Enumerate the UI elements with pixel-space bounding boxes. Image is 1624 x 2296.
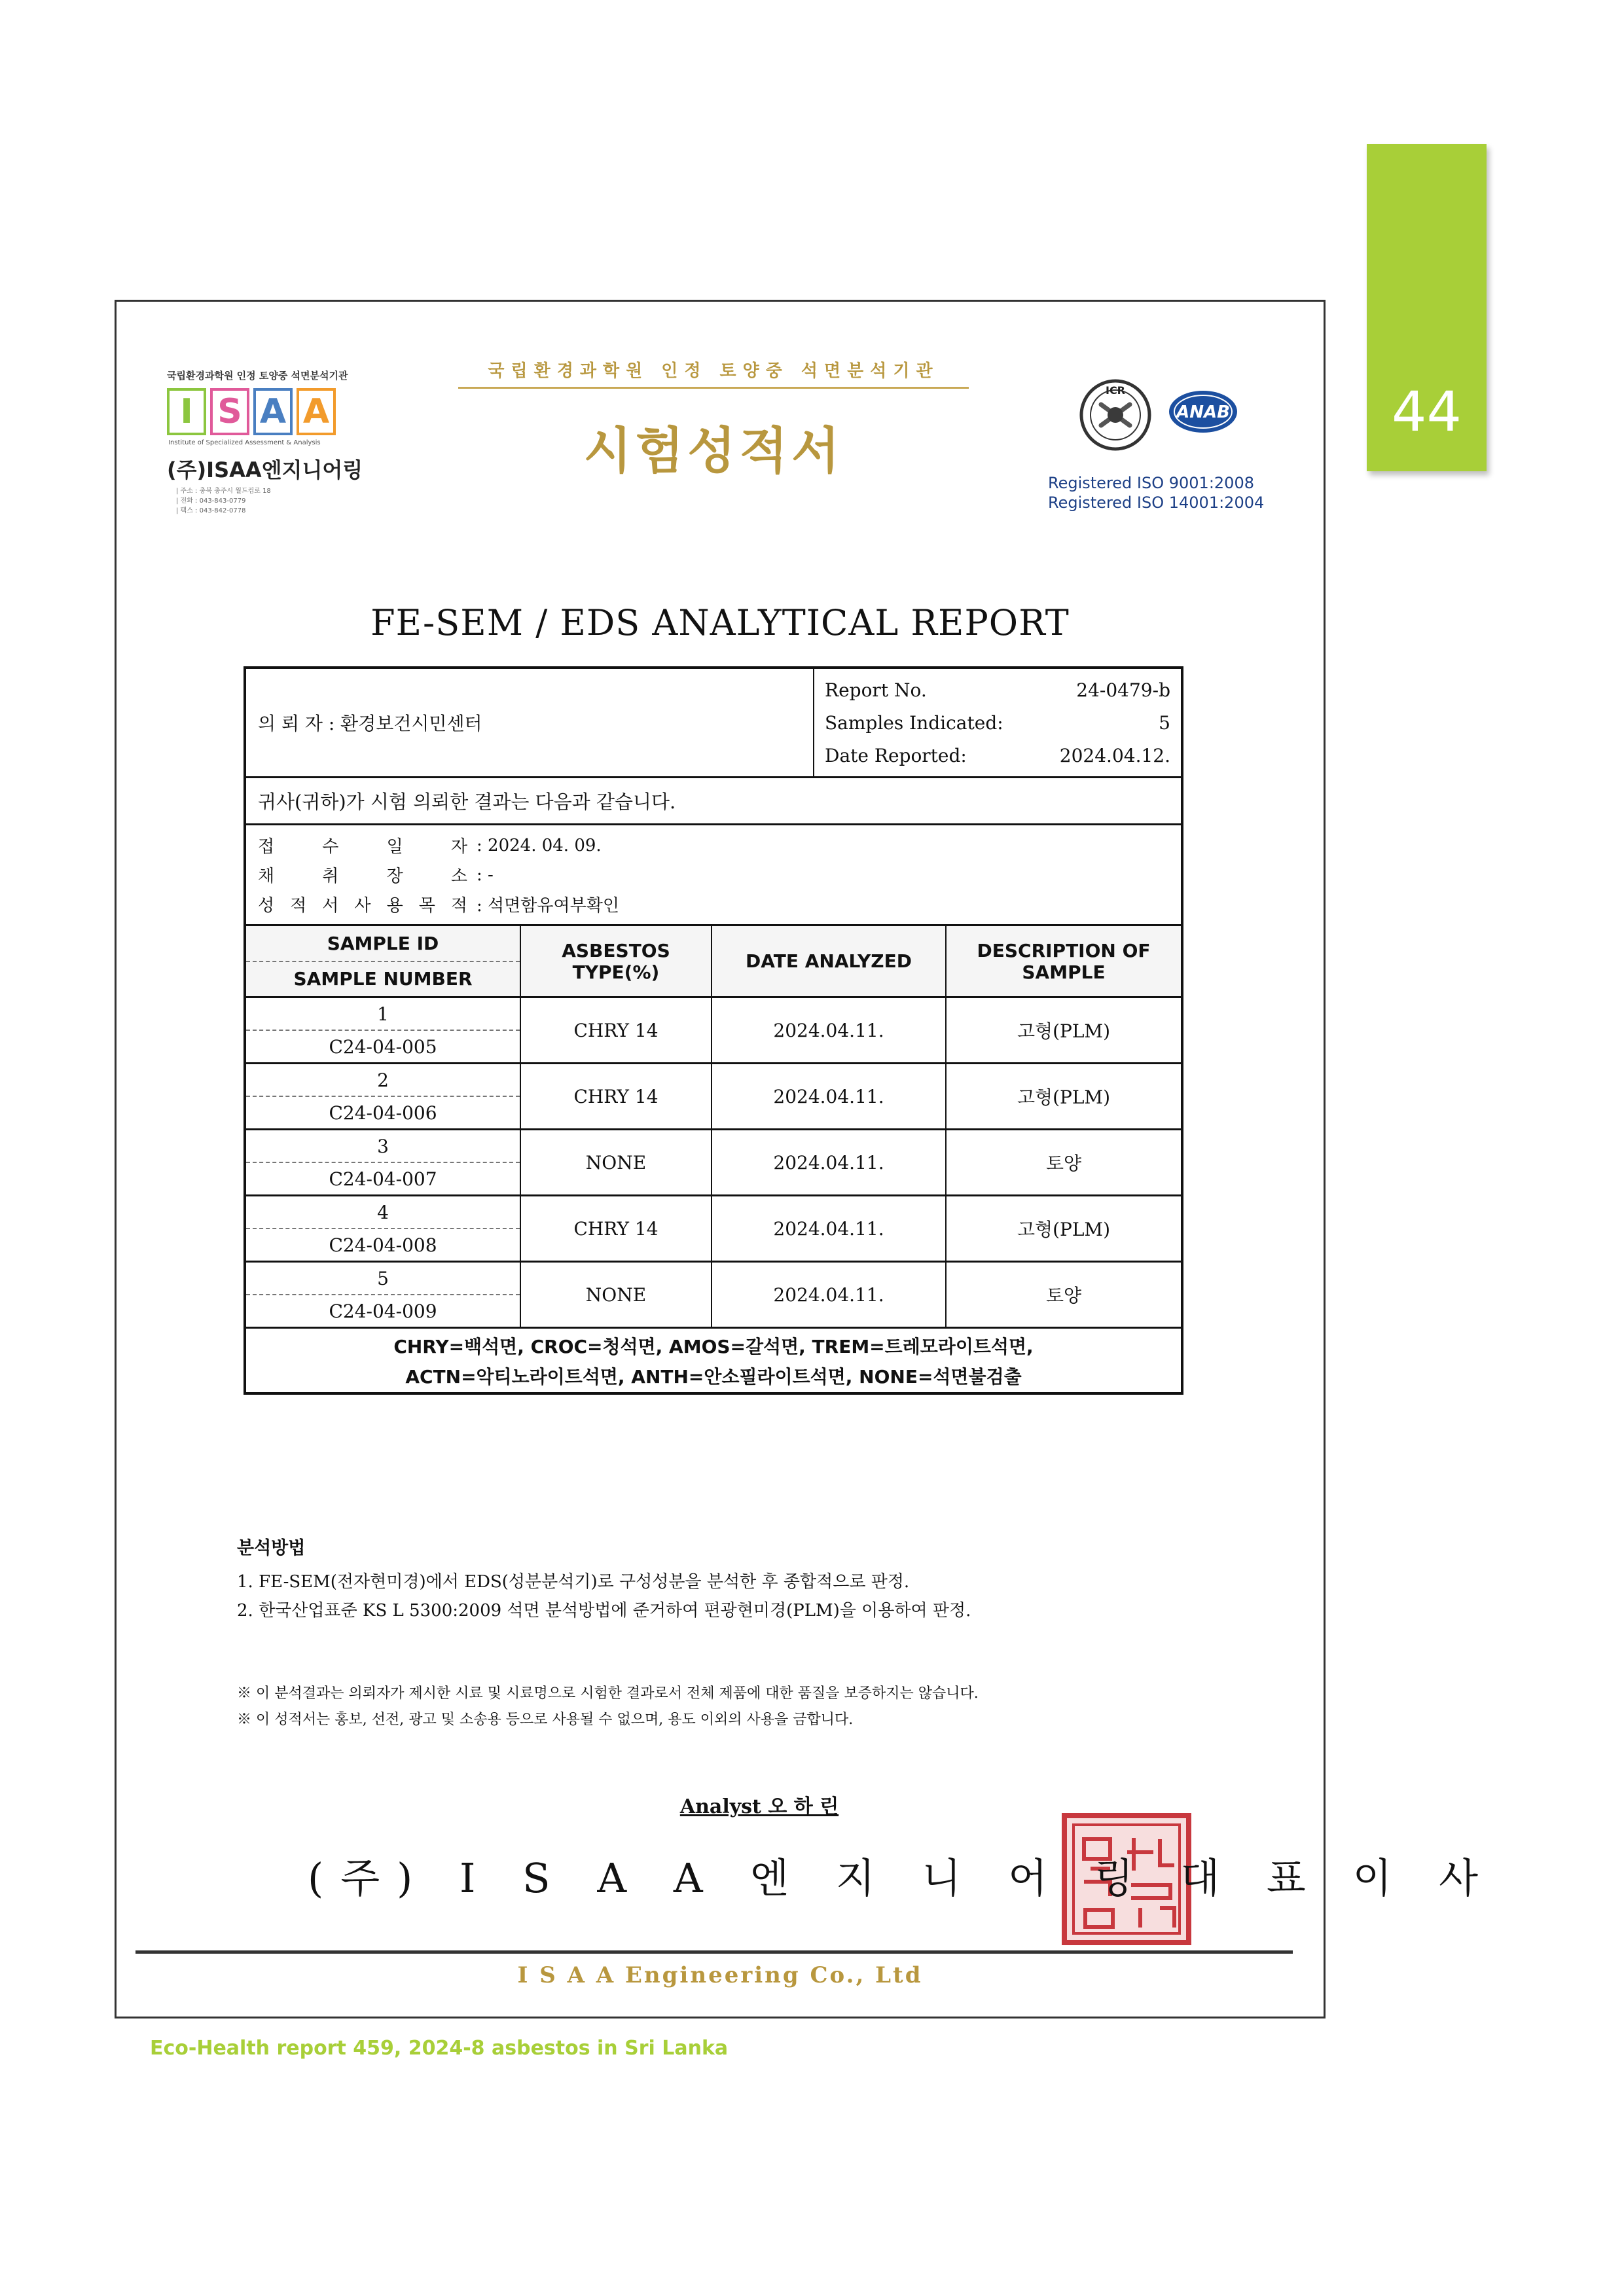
methods-title: 분석방법	[237, 1538, 306, 1558]
header-sample-id	[246, 926, 520, 996]
header-date-analyzed: DATE ANALYZED	[711, 926, 945, 996]
sample-id: 5	[246, 1263, 520, 1295]
report-title-korean: 시험성적서	[583, 422, 844, 480]
receipt-info	[246, 823, 1181, 924]
logo-subtitle: Institute of Specialized Assessment & Analysis	[168, 439, 321, 446]
sample-id: 3	[246, 1130, 520, 1163]
report-table	[244, 666, 1183, 1395]
info-value: : 석면함유여부확인	[477, 896, 619, 916]
logo-phone-line: | 전화 : 043-843-0779	[176, 497, 246, 505]
sample-id-cell	[246, 1263, 520, 1327]
method-line: 1. FE-SEM(전자현미경)에서 EDS(성분분석기)로 구성성분을 분석한 후 종합적으로 판정.	[237, 1571, 910, 1592]
logo-letter-s: S	[210, 388, 249, 435]
anab-text: ANAB	[1176, 403, 1230, 422]
icr-seal-text: ICR	[1105, 384, 1126, 397]
anab-badge-icon	[1166, 388, 1240, 435]
note-line: ※ 이 성적서는 홍보, 선전, 광고 및 소송용 등으로 사용될 수 없으며, 용도 이외의 사용을 금합니다.	[237, 1711, 854, 1728]
meta-label: Samples Indicated:	[825, 711, 1003, 734]
meta-value: 5	[1159, 711, 1170, 734]
table-row	[246, 1062, 1181, 1128]
logo-letter-i: I	[167, 388, 206, 435]
sample-description: 고형(PLM)	[945, 1064, 1181, 1128]
header-sample-id-label: SAMPLE ID	[246, 926, 520, 962]
info-label: 성 적 서 사 용 목 적	[258, 896, 467, 916]
sample-number: C24-04-009	[329, 1300, 437, 1322]
disclaimer-notes	[237, 1679, 1317, 1731]
sample-description: 고형(PLM)	[945, 1196, 1181, 1261]
sample-id: 1	[246, 998, 520, 1031]
sample-number: C24-04-008	[329, 1234, 437, 1256]
iso-14001-line: Registered ISO 14001:2004	[1048, 493, 1265, 512]
footer-divider	[135, 1950, 1293, 1954]
logo-address-line: | 주소 : 충북 충주시 월드컵로 18	[176, 488, 271, 495]
institute-accreditation-line: 국립환경과학원 인정 토양중 석면분석기관	[458, 357, 969, 389]
date-analyzed: 2024.04.11.	[711, 1064, 945, 1128]
header-description	[945, 926, 1181, 996]
sample-number: C24-04-007	[329, 1168, 437, 1190]
header-asbestos-type	[520, 926, 711, 996]
result-statement: 귀사(귀하)가 시험 의뢰한 결과는 다음과 같습니다.	[246, 776, 1181, 823]
sample-number: C24-04-005	[329, 1035, 437, 1058]
page-number: 44	[1392, 380, 1462, 444]
sample-id: 4	[246, 1196, 520, 1229]
info-report-purpose	[258, 889, 1181, 919]
table-header-row	[246, 924, 1181, 996]
table-row	[246, 1194, 1181, 1261]
logo-letter-a1: A	[253, 388, 293, 435]
method-line: 2. 한국산업표준 KS L 5300:2009 석면 분석방법에 준거하여 편광현미경(PLM)을 이용하여 판정.	[237, 1600, 971, 1621]
sample-id-cell	[246, 998, 520, 1062]
date-analyzed: 2024.04.11.	[711, 1130, 945, 1194]
company-representative: (주) I S A A 엔 지 니 어 링 대 표 이 사	[308, 1854, 1496, 1902]
analyst-name: Analyst 오 하 린	[679, 1795, 839, 1818]
meta-value: 24-0479-b	[1076, 679, 1170, 701]
legend-line: CHRY=백석면, CROC=청석면, AMOS=갈석면, TREM=트레모라이트석면,	[393, 1335, 1034, 1357]
page-caption: Eco-Health report 459, 2024-8 asbestos in Sri Lanka	[150, 2037, 729, 2060]
logo-letter-a2: A	[297, 388, 336, 435]
company-name-english: I S A A Engineering Co., Ltd	[517, 1962, 923, 1988]
header-description-label: DESCRIPTION OF	[977, 939, 1151, 961]
date-analyzed: 2024.04.11.	[711, 1196, 945, 1261]
logo-certification-text: 국립환경과학원 인정 토양중 석면분석기관	[167, 370, 348, 382]
info-label: 접 수 일 자	[258, 837, 467, 857]
note-line: ※ 이 분석결과는 의뢰자가 제시한 시료 및 시료명으로 시험한 결과로서 전체 제품에 대한 품질을 보증하지는 않습니다.	[237, 1685, 979, 1702]
logo-company-name: (주)ISAA엔지니어링	[167, 457, 363, 482]
asbestos-type: CHRY 14	[520, 998, 711, 1062]
icr-seal-icon	[1079, 378, 1152, 452]
date-analyzed: 2024.04.11.	[711, 1263, 945, 1327]
meta-report-no	[825, 673, 1170, 706]
info-received-date	[258, 831, 1181, 860]
header-sample-label: SAMPLE	[1022, 961, 1106, 983]
client-row	[246, 669, 1181, 776]
meta-label: Date Reported:	[825, 744, 967, 766]
sample-id-cell	[246, 1130, 520, 1194]
asbestos-legend	[246, 1327, 1181, 1392]
isaa-logo	[167, 368, 383, 526]
meta-date-reported	[825, 739, 1170, 772]
info-value: : 2024. 04. 09.	[477, 835, 602, 855]
header-asbestos-label: ASBESTOS	[562, 939, 670, 961]
sample-description: 토양	[945, 1130, 1181, 1194]
iso-9001-line: Registered ISO 9001:2008	[1048, 474, 1254, 492]
meta-samples-indicated	[825, 706, 1170, 739]
table-row	[246, 1261, 1181, 1327]
report-meta	[813, 669, 1181, 776]
report-title-english: FE-SEM / EDS ANALYTICAL REPORT	[370, 602, 1070, 643]
asbestos-type: CHRY 14	[520, 1196, 711, 1261]
meta-label: Report No.	[825, 679, 927, 701]
analysis-methods	[237, 1534, 1284, 1623]
table-row	[246, 1128, 1181, 1194]
date-analyzed: 2024.04.11.	[711, 998, 945, 1062]
sample-description: 고형(PLM)	[945, 998, 1181, 1062]
client-name: 의 뢰 자 : 환경보건시민센터	[258, 713, 482, 734]
table-row	[246, 996, 1181, 1062]
sample-description: 토양	[945, 1263, 1181, 1327]
page-number-tab	[1367, 144, 1487, 471]
meta-value: 2024.04.12.	[1059, 744, 1170, 766]
sample-number: C24-04-006	[329, 1102, 437, 1124]
info-value: : -	[477, 865, 494, 885]
asbestos-type: NONE	[520, 1263, 711, 1327]
header-sample-number-label: SAMPLE NUMBER	[293, 968, 473, 990]
asbestos-type: NONE	[520, 1130, 711, 1194]
legend-line: ACTN=악티노라이트석면, ANTH=안소필라이트석면, NONE=석면불검출	[405, 1365, 1022, 1388]
sample-id: 2	[246, 1064, 520, 1097]
info-label: 채 취 장 소	[258, 867, 467, 886]
sample-id-cell	[246, 1196, 520, 1261]
sample-id-cell	[246, 1064, 520, 1128]
header-type-label: TYPE(%)	[572, 961, 660, 983]
logo-fax-line: | 팩스 : 043-842-0778	[176, 507, 246, 514]
report-header	[458, 357, 969, 501]
asbestos-type: CHRY 14	[520, 1064, 711, 1128]
info-sampling-site	[258, 860, 1181, 889]
